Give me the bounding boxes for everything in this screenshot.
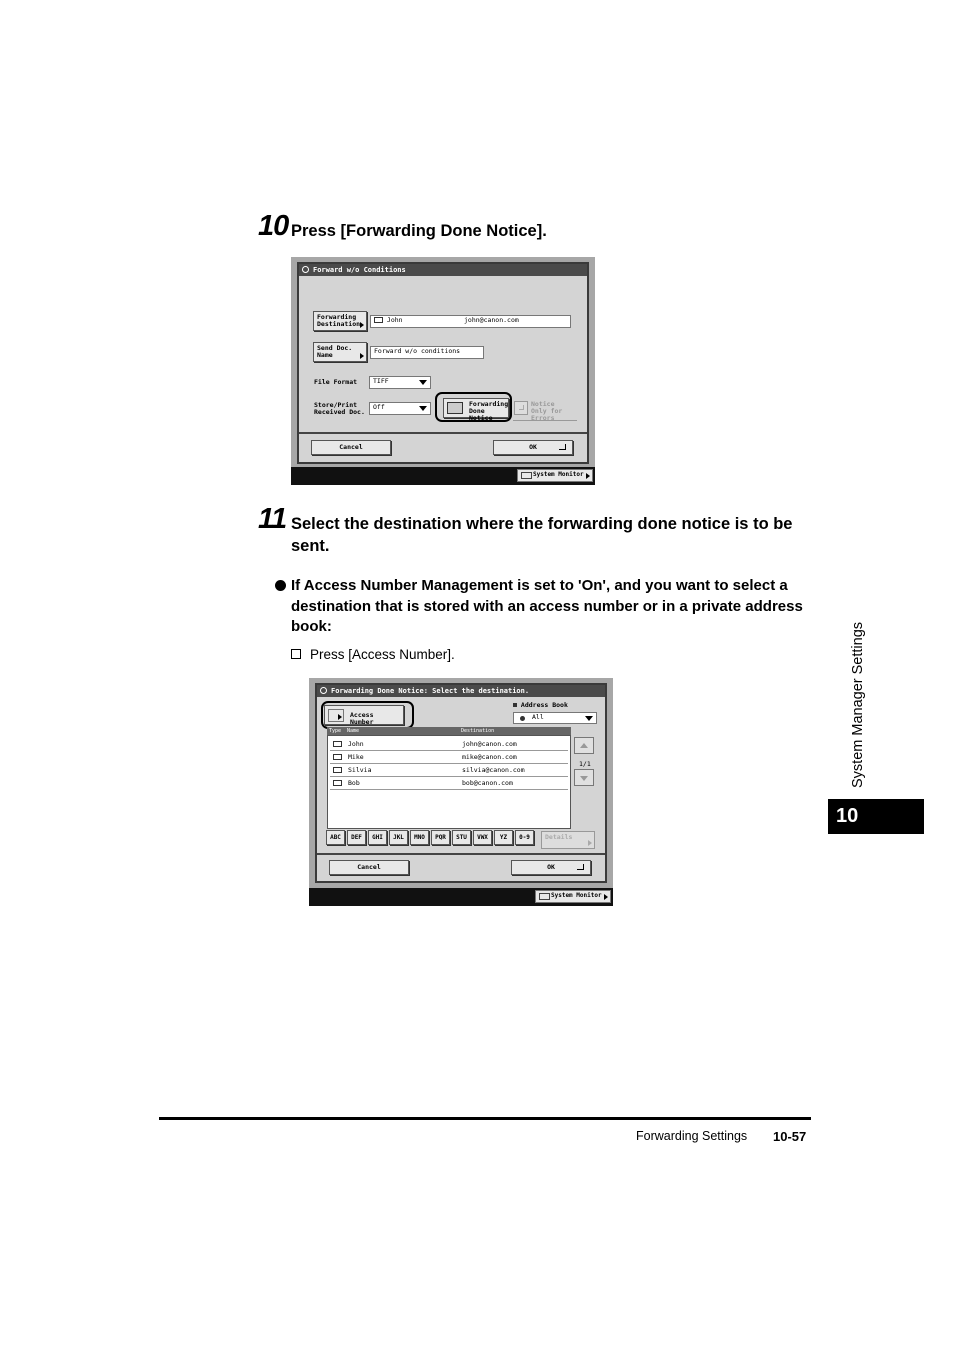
select-value: TIFF: [373, 377, 389, 385]
substep-text: Press [Access Number].: [310, 647, 455, 662]
column-header: Name: [347, 728, 360, 734]
forwarding-destination-button[interactable]: [313, 311, 367, 331]
address-book-label: [513, 702, 568, 709]
email-icon: [333, 754, 342, 760]
highlight-ring: [435, 392, 512, 422]
column-header: Type: [329, 728, 342, 734]
table-row[interactable]: [330, 751, 568, 764]
button-label: Forwarding Destination: [317, 313, 361, 328]
button-label: Send Doc. Name: [317, 344, 353, 359]
row-destination: silvia@canon.com: [462, 766, 525, 774]
arrow-right-icon: [604, 894, 608, 900]
destination-email: john@canon.com: [464, 316, 519, 324]
table-row[interactable]: [330, 738, 568, 751]
row-destination: john@canon.com: [462, 740, 517, 748]
button-label: OK: [529, 443, 537, 451]
bullet-text: If Access Number Management is set to 'On', and you want to select a destination that is stored with an access number or in a private address book:: [291, 577, 803, 635]
page-number: 10-57: [773, 1129, 807, 1144]
button-label: OK: [547, 863, 555, 871]
divider: [513, 420, 577, 421]
arrow-right-icon: [588, 840, 592, 846]
table-header: [327, 727, 571, 735]
arrow-down-icon: [580, 776, 588, 781]
alpha-button-mno[interactable]: MNO: [410, 830, 429, 845]
chevron-down-icon: [585, 716, 593, 721]
dialog-title: Forwarding Done Notice: Select the destination.: [331, 687, 530, 695]
file-format-label: File Format: [314, 378, 358, 386]
copier-icon: [320, 687, 327, 694]
notice-errors-checkbox[interactable]: [514, 401, 528, 415]
monitor-icon: [539, 893, 550, 900]
destination-field: [370, 315, 571, 328]
status-bar: [291, 467, 595, 485]
select-value: Off: [373, 403, 385, 411]
arrow-right-icon: [586, 473, 590, 479]
arrow-right-icon: [360, 322, 364, 328]
table-row[interactable]: [330, 764, 568, 777]
dialog-titlebar: [317, 685, 605, 697]
alpha-button-ghi[interactable]: GHI: [368, 830, 387, 845]
send-doc-name-field: Forward w/o conditions: [370, 346, 484, 359]
screenshot-forward-conditions: [291, 257, 595, 485]
alpha-button-jkl[interactable]: JKL: [389, 830, 408, 845]
label-text: Address Book: [520, 701, 568, 709]
alpha-button-yz[interactable]: YZ: [494, 830, 513, 845]
step-title: Press [Forwarding Done Notice].: [291, 222, 547, 240]
footer-section: Forwarding Settings: [636, 1129, 748, 1143]
address-book-icon: [520, 716, 525, 721]
dialog-window: [297, 262, 589, 464]
email-icon: [374, 317, 383, 323]
notice-errors-label: Notice Only for Errors: [531, 400, 563, 422]
button-label: Access Number: [350, 711, 374, 726]
send-doc-name-button[interactable]: [313, 342, 367, 362]
step-title: Select the destination where the forwarding done notice is to be sent.: [291, 515, 793, 555]
row-name: Silvia: [348, 766, 372, 774]
select-value: All: [532, 713, 544, 721]
column-header: Destination: [461, 728, 495, 734]
destination-list: [327, 735, 571, 829]
dialog-title: Forward w/o Conditions: [313, 266, 406, 274]
chevron-down-icon: [419, 406, 427, 411]
email-icon: [333, 767, 342, 773]
divider: [317, 853, 605, 855]
email-icon: [333, 780, 342, 786]
status-bar: [309, 888, 613, 906]
ok-button[interactable]: [493, 440, 573, 455]
monitor-icon: [521, 472, 532, 479]
row-name: John: [348, 740, 364, 748]
divider: [299, 432, 587, 434]
square-bullet-icon: [513, 703, 517, 707]
step-number: 10: [258, 210, 289, 242]
address-book-select[interactable]: [513, 712, 597, 724]
alpha-button-vwx[interactable]: VWX: [473, 830, 492, 845]
bullet-dot-icon: [275, 580, 286, 591]
chevron-down-icon: [419, 380, 427, 385]
cancel-button[interactable]: Cancel: [329, 860, 409, 875]
button-label: Forwarding Done Notice: [469, 400, 509, 422]
cancel-button[interactable]: Cancel: [311, 440, 391, 455]
arrow-right-icon: [360, 353, 364, 359]
row-destination: mike@canon.com: [462, 753, 517, 761]
alpha-button-def[interactable]: DEF: [347, 830, 366, 845]
system-monitor-button[interactable]: [535, 890, 611, 903]
copier-icon: [302, 266, 309, 273]
arrow-up-icon: [580, 743, 588, 748]
alpha-button-stu[interactable]: STU: [452, 830, 471, 845]
page-indicator: 1/1: [579, 760, 591, 768]
step-number: 11: [258, 503, 287, 535]
scroll-up-button[interactable]: [574, 737, 594, 754]
footer-rule: [159, 1117, 811, 1120]
checkbox-square-icon: [291, 649, 301, 659]
details-button[interactable]: [541, 831, 595, 849]
file-format-select[interactable]: [369, 376, 431, 389]
chapter-tab: 10: [828, 799, 924, 834]
highlight-ring: [321, 701, 414, 729]
store-print-select[interactable]: [369, 402, 431, 415]
table-row[interactable]: [330, 777, 568, 790]
row-name: Mike: [348, 753, 364, 761]
ok-button[interactable]: [511, 860, 591, 875]
button-label: Details: [545, 833, 573, 841]
row-name: Bob: [348, 779, 360, 787]
row-destination: bob@canon.com: [462, 779, 513, 787]
alpha-button-0-9[interactable]: 0-9: [515, 830, 534, 845]
destination-name: John: [386, 316, 403, 324]
system-monitor-button[interactable]: [517, 469, 593, 482]
alpha-button-pqr[interactable]: PQR: [431, 830, 450, 845]
button-label: System Monitor: [551, 892, 602, 899]
button-label: System Monitor: [533, 471, 584, 478]
scroll-down-button[interactable]: [574, 769, 594, 786]
enter-icon: [519, 405, 524, 410]
store-print-label: Store/Print Received Doc.: [314, 401, 365, 416]
enter-icon: [559, 444, 566, 450]
dialog-titlebar: [299, 264, 587, 276]
side-tab-label: System Manager Settings: [850, 621, 866, 788]
dialog-window: [315, 683, 607, 883]
alpha-button-abc[interactable]: ABC: [326, 830, 345, 845]
email-icon: [333, 741, 342, 747]
enter-icon: [577, 864, 584, 870]
screenshot-select-destination: [309, 678, 613, 906]
